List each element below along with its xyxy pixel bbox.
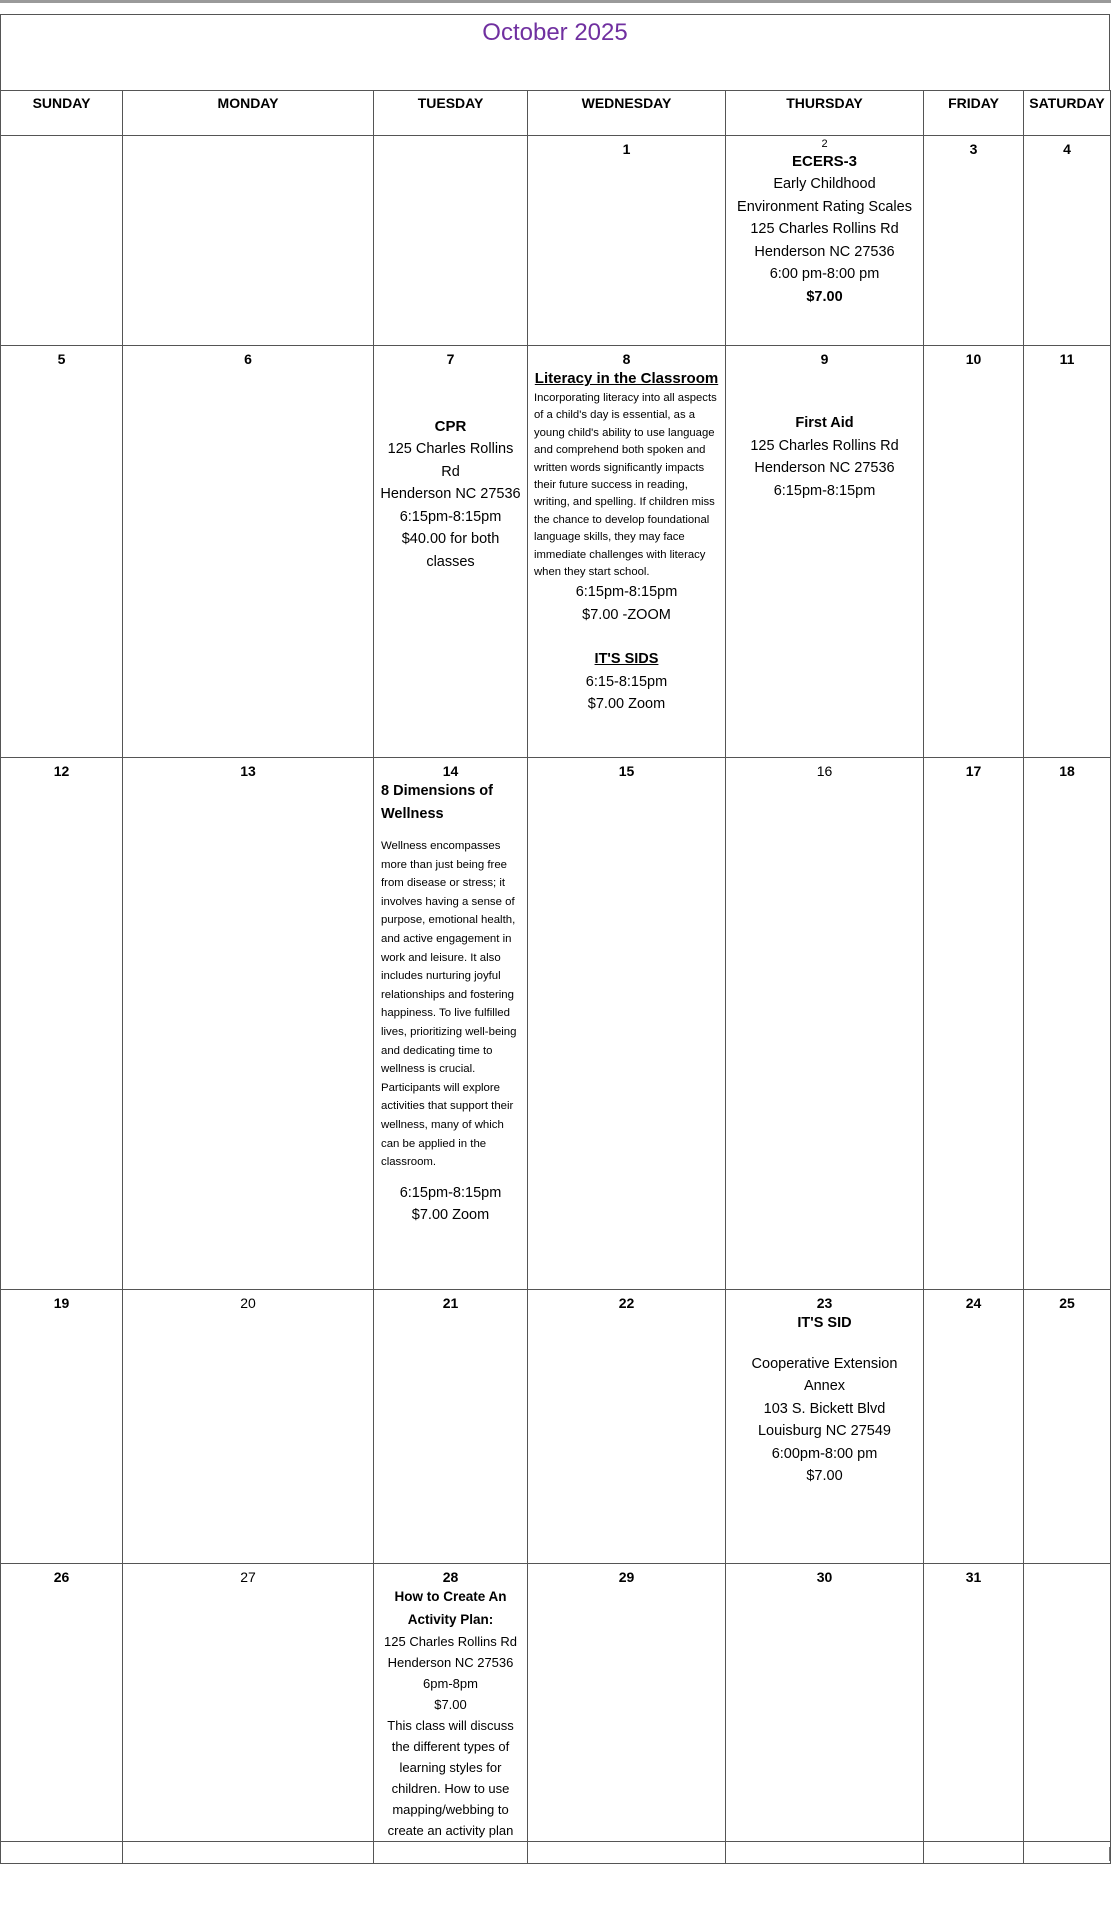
weekday-header-row	[1, 91, 1111, 136]
event-line: Early Childhood	[773, 176, 876, 192]
event-title-activity-plan: How to Create An	[394, 1589, 507, 1604]
day-cell-8	[528, 346, 726, 758]
event-title-cpr: CPR	[434, 418, 467, 435]
event-time: 6:00pm-8:00 pm	[771, 1445, 878, 1462]
event-title-literacy: Literacy in the Classroom	[534, 370, 719, 387]
day-number: 16	[816, 763, 833, 779]
day-cell-empty	[1, 1842, 123, 1864]
event-title-its-sid: IT'S SID	[797, 1315, 852, 1331]
day-number: 29	[618, 1569, 635, 1585]
event-description: Wellness encompasses more than just being free from disease or stress; it involves having a sense of purpose, emotional health, and active engagement in work and leisure. It also includes nurturing joyful relationships and fostering happiness. To live fulfilled lives, prioritizing well-being and dedicating time to wellness is crucial. Participants will explore activities that support their wellness, many of which can be applied in the classroom.	[381, 840, 517, 1169]
week-row-1	[1, 136, 1111, 346]
day-cell-15	[528, 758, 726, 1290]
page-top-border	[0, 0, 1111, 3]
event-price: $7.00 -ZOOM	[582, 606, 671, 623]
day-cell-19	[1, 1290, 123, 1564]
day-number: 19	[53, 1295, 70, 1311]
event-description: learning styles for	[399, 1760, 502, 1775]
event-title-activity-plan: Activity Plan:	[407, 1611, 494, 1627]
day-cell-17	[924, 758, 1024, 1290]
event-address: Henderson NC 27536	[380, 486, 521, 502]
day-cell-9	[726, 346, 924, 758]
week-row-2	[1, 346, 1111, 758]
day-cell-empty	[1, 136, 123, 346]
event-price: $7.00 Zoom	[411, 1207, 490, 1224]
day-number: 2	[821, 138, 828, 150]
event-price: classes	[426, 553, 475, 570]
event-price: $7.00	[806, 1468, 843, 1484]
day-cell-18	[1024, 758, 1111, 1290]
event-time: 6pm-8pm	[423, 1676, 478, 1691]
day-cell-empty	[374, 136, 528, 346]
weekday-sunday: SUNDAY	[1, 91, 123, 136]
day-cell-29	[528, 1564, 726, 1842]
event-time: 6:15pm-8:15pm	[773, 482, 876, 499]
weekday-thursday: THURSDAY	[726, 91, 924, 136]
day-cell-6	[123, 346, 374, 758]
event-description: children. How to use	[391, 1781, 510, 1796]
day-cell-4	[1024, 136, 1111, 346]
event-description: the different types of	[391, 1739, 510, 1754]
day-cell-empty	[924, 1842, 1024, 1864]
event-time: 6:15pm-8:15pm	[399, 508, 502, 525]
day-number: 22	[618, 1295, 635, 1311]
calendar-sheet	[0, 14, 1110, 1861]
event-title-ecers: ECERS-3	[791, 153, 858, 170]
weekday-tuesday: TUESDAY	[374, 91, 528, 136]
calendar-title: October 2025	[482, 19, 628, 46]
week-row-3	[1, 758, 1111, 1290]
day-cell-30	[726, 1564, 924, 1842]
day-cell-12	[1, 758, 123, 1290]
event-title-wellness: Wellness	[381, 805, 444, 822]
day-number: 9	[820, 351, 829, 367]
day-cell-empty	[726, 1842, 924, 1864]
day-number: 18	[1059, 763, 1075, 779]
day-number: 24	[965, 1295, 982, 1311]
day-number: 1	[622, 141, 631, 157]
week-row-5	[1, 1564, 1111, 1842]
day-number: 15	[618, 763, 635, 779]
day-number: 3	[969, 141, 978, 157]
day-number: 11	[1059, 351, 1075, 367]
day-cell-23	[726, 1290, 924, 1564]
event-time: 6:15pm-8:15pm	[399, 1184, 502, 1201]
day-number: 27	[240, 1569, 256, 1585]
day-cell-11	[1024, 346, 1111, 758]
day-number: 31	[965, 1569, 982, 1585]
event-place: Cooperative Extension	[751, 1355, 898, 1372]
day-number: 4	[1063, 141, 1071, 157]
event-address: 125 Charles Rollins Rd	[750, 221, 899, 237]
day-cell-2	[726, 136, 924, 346]
day-cell-21	[374, 1290, 528, 1564]
event-price: $7.00	[434, 1697, 467, 1712]
event-address: Henderson NC 27536	[387, 1655, 514, 1670]
day-number: 30	[816, 1569, 833, 1585]
calendar-grid	[0, 90, 1111, 1864]
event-address: 125 Charles Rollins	[387, 441, 514, 457]
day-cell-empty	[123, 1842, 374, 1864]
day-number: 20	[240, 1295, 256, 1311]
event-time: 6:15-8:15pm	[585, 673, 668, 690]
weekday-friday: FRIDAY	[924, 91, 1024, 136]
event-address: Henderson NC 27536	[754, 460, 895, 476]
day-number: 25	[1059, 1295, 1075, 1311]
day-number: 23	[816, 1295, 833, 1311]
day-number: 21	[442, 1295, 459, 1311]
event-price: $7.00	[806, 288, 843, 305]
day-cell-13	[123, 758, 374, 1290]
event-description: mapping/webbing to	[392, 1802, 509, 1817]
day-cell-empty	[528, 1842, 726, 1864]
day-cell-5	[1, 346, 123, 758]
page-edge-mark	[1109, 1847, 1110, 1861]
day-cell-7	[374, 346, 528, 758]
event-description: create an activity plan	[387, 1823, 514, 1838]
day-number: 13	[240, 763, 256, 779]
event-address: 125 Charles Rollins Rd	[384, 1634, 517, 1649]
day-number: 7	[446, 351, 455, 367]
day-cell-27	[123, 1564, 374, 1842]
event-title-sids: IT'S SIDS	[594, 651, 659, 668]
day-number: 17	[965, 763, 982, 779]
week-row-4	[1, 1290, 1111, 1564]
event-line: Environment Rating Scales	[737, 198, 912, 215]
event-price: $40.00 for both	[401, 531, 500, 547]
event-title-wellness: 8 Dimensions of	[381, 783, 493, 799]
day-cell-10	[924, 346, 1024, 758]
day-cell-16	[726, 758, 924, 1290]
event-address: Henderson NC 27536	[754, 243, 895, 260]
day-cell-empty	[123, 136, 374, 346]
week-row-empty	[1, 1842, 1111, 1864]
day-number: 10	[965, 351, 982, 367]
event-address: Louisburg NC 27549	[757, 1423, 891, 1439]
event-address: Rd	[441, 463, 460, 480]
weekday-saturday: SATURDAY	[1024, 91, 1111, 136]
day-cell-empty	[1024, 1842, 1111, 1864]
day-cell-empty	[1024, 1564, 1111, 1842]
event-title-first-aid: First Aid	[795, 415, 854, 431]
event-time: 6:15pm-8:15pm	[575, 584, 678, 601]
event-address: 103 S. Bickett Blvd	[763, 1400, 886, 1417]
event-description: Incorporating literacy into all aspects of a child's day is essential, as a young child's ability to use language and comprehend both spoken and written words significantly impacts their future success in reading, writing, and spelling. If children miss the chance to develop foundational language skills, they may face immediate challenges with literacy when they start school.	[534, 392, 717, 579]
day-cell-14	[374, 758, 528, 1290]
day-number: 6	[244, 351, 252, 367]
day-cell-empty	[374, 1842, 528, 1864]
event-time: 6:00 pm-8:00 pm	[769, 266, 880, 282]
day-cell-25	[1024, 1290, 1111, 1564]
day-cell-24	[924, 1290, 1024, 1564]
day-cell-26	[1, 1564, 123, 1842]
day-number: 8	[622, 351, 631, 367]
day-cell-3	[924, 136, 1024, 346]
event-address: 125 Charles Rollins Rd	[750, 437, 899, 454]
event-price: $7.00 Zoom	[587, 696, 666, 713]
title-row	[0, 14, 1110, 90]
day-cell-28	[374, 1564, 528, 1842]
day-number: 26	[53, 1569, 70, 1585]
event-place: Annex	[803, 1378, 846, 1394]
day-cell-31	[924, 1564, 1024, 1842]
day-cell-22	[528, 1290, 726, 1564]
weekday-wednesday: WEDNESDAY	[528, 91, 726, 136]
day-number: 12	[53, 763, 70, 779]
weekday-monday: MONDAY	[123, 91, 374, 136]
day-cell-20	[123, 1290, 374, 1564]
day-number: 28	[442, 1569, 459, 1585]
day-cell-1	[528, 136, 726, 346]
day-number: 14	[442, 763, 459, 779]
day-number: 5	[57, 351, 66, 367]
event-description: This class will discuss	[387, 1718, 514, 1733]
